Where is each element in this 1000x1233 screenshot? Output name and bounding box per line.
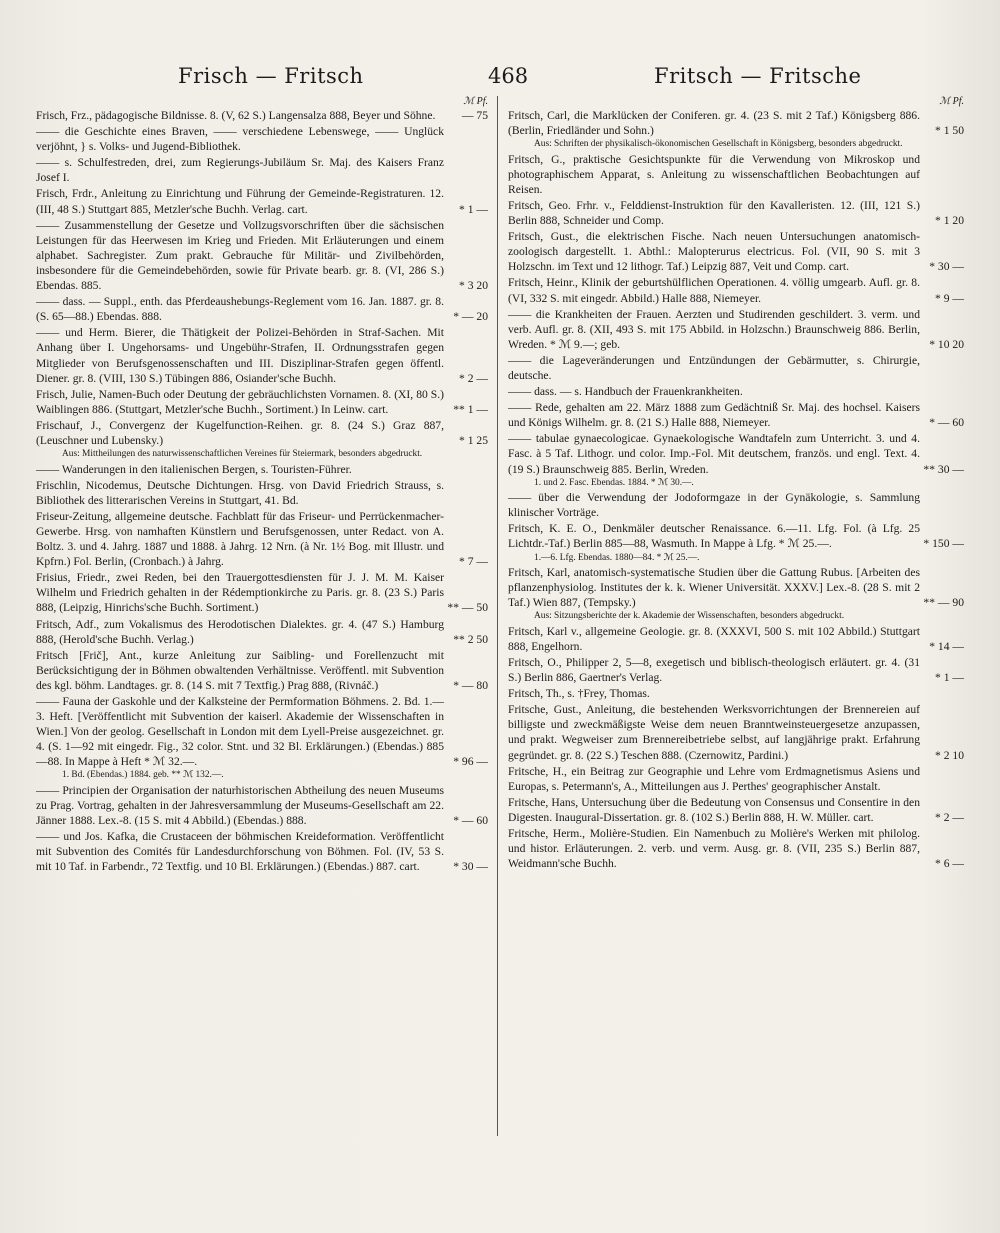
entry-text: Fritsch, Geo. Frhr. v., Felddienst-Instruktion für den Kavalleristen. 12. (III, 121 S.) Berlin 888, Schneider und Comp. — [508, 198, 920, 228]
catalog-entry — [508, 198, 964, 228]
column-divider — [497, 96, 498, 1136]
entry-price: ** — 90 — [923, 596, 964, 610]
catalog-entry — [36, 387, 488, 417]
entry-price: * 3 20 — [459, 279, 488, 293]
entry-price: * 2 — — [935, 810, 964, 824]
entry-text: —— die Geschichte eines Braven, —— verschiedene Lebenswege, —— Unglück verjöhnt, } s. Volks- und Jugend-Bibliothek. — [36, 125, 444, 154]
catalog-entry — [508, 108, 964, 138]
entry-price: * — 80 — [453, 678, 488, 692]
entry-price: * 1 — — [935, 671, 964, 685]
entry-text: Frisch, Julie, Namen-Buch oder Deutung der gebräuchlichsten Vornamen. 8. (XI, 80 S.) Waiblingen 886. (Stuttgart, Metzler'sche Buchh., Sortiment.) In Leinw. cart. — [36, 387, 444, 416]
entry-price: * 1 — — [459, 202, 488, 216]
entry-text: Frischauf, J., Convergenz der Kugelfunction-Reihen. gr. 8. (24 S.) Graz 887, (Leuschner und Lubensky.) — [36, 418, 444, 447]
catalog-note — [508, 478, 964, 490]
entry-text: Aus: Sitzungsberichte der k. Akademie der Wissenschaften, besonders abgedruckt. — [534, 611, 845, 622]
entry-price: * 30 — — [453, 860, 488, 874]
catalog-entry — [36, 108, 488, 123]
entry-text: —— dass. — Suppl., enth. das Pferdeaushebungs-Reglement vom 16. Jan. 1887. gr. 8. (S. 65—88.) Ebendas. 888. — [36, 295, 444, 324]
entry-text: —— die Krankheiten der Frauen. Aerzten und Studirenden geschildert. 3. verm. und verb. Aufl. gr. 8. (XII, 493 S. mit 175 Abbild. in Holzschn.) Braunschweig 886. Berlin, Wreden. * ℳ 9.—; geb. — [508, 307, 920, 351]
catalog-entry — [36, 218, 488, 293]
entry-text: Aus: Schriften der physikalisch-ökonomischen Gesellschaft in Königsberg, besonders abgedruckt. — [534, 139, 903, 150]
entry-text: 1. und 2. Fasc. Ebendas. 1884. * ℳ 30.—. — [534, 477, 694, 488]
entry-text: Friseur-Zeitung, allgemeine deutsche. Fachblatt für das Friseur- und Perrückenmacher-Gewerbe. Hrsg. von namhaften Künstlern und Berufsgenossen, unter Redact. von A. Boltz. 3. und 4. Jahrg. 1887 und 1888. à Jahrg. 12 Nrn. (à Nr. 1½ Bog. mit Illustr. und Kpfrn.) Fol. Berlin, (Cronbach.) à Jahrg. — [36, 509, 444, 569]
entry-price: ** — 50 — [447, 601, 488, 615]
catalog-entry — [36, 186, 488, 216]
entry-text: —— Fauna der Gaskohle und der Kalksteine der Permformation Böhmens. 2. Bd. 1.—3. Heft. [Veröffentlicht mit Subvention der kaiserl. Akademie der Wissenschaften in Wien.] Von der geolog. Gesellschaft in London mit dem Lyell-Preise ausgezeichnet. gr. 4. (S. 1—92 mit eingedr. Fig., 32 color. Stnt. und 32 Bl. Erklärungen.) (Ebendas.) 885—88. In Mappe à Heft * ℳ 32.—. — [36, 694, 444, 769]
entry-price: * 2 10 — [935, 748, 964, 762]
catalog-entry — [508, 565, 964, 610]
running-head-right: Fritsch — Fritsche — [654, 64, 862, 88]
entry-price: * 1 25 — [459, 433, 488, 447]
entry-text: Fritsch, Karl, anatomisch-systematische Studien über die Gattung Rubus. [Arbeiten des pflanzenphysiolog. Institutes der k. k. Wiener Universität. XXXV.] Lex.-8. (28 S. mit 2 Taf.) Wien 887, (Tempsky.) — [508, 566, 920, 610]
catalog-entry — [508, 353, 964, 383]
catalog-entry — [508, 764, 964, 794]
catalog-entry — [508, 431, 964, 476]
entry-price: * — 60 — [929, 416, 964, 430]
catalog-entry — [36, 509, 488, 569]
entry-text: Fritsche, Herm., Molière-Studien. Ein Namenbuch zu Molière's Werken mit philolog. und histor. Erläuterungen. 2. verb. und verm. Ausg. gr. 8. (VII, 235 S.) Berlin 887, Weidmann'sche Buchh. — [508, 827, 920, 871]
catalog-entry — [36, 829, 488, 874]
entry-price: * 30 — — [929, 260, 964, 274]
entry-price: * 6 — — [935, 857, 964, 871]
left-column — [36, 96, 488, 876]
entry-price: * 7 — — [459, 555, 488, 569]
entry-text: —— und Jos. Kafka, die Crustaceen der böhmischen Kreideformation. Veröffentlicht mit Subvention des Comités für Landesdurchforschung von Böhmen. Fol. (IV, 53 S. mit 10 Taf. in Farbendr., 72 Textfig. und 10 Bl. Erklärungen.) (Ebendas.) 887. cart. — [36, 830, 444, 874]
entry-price: ** 2 50 — [453, 632, 488, 646]
entry-text: —— tabulae gynaecologicae. Gynaekologische Wandtafeln zum Unterricht. 3. und 4. Fasc. à 5 Taf. Lithogr. und color. Imp.-Fol. Mit deutschem, französ. und engl. Text. 4. (19 S.) Braunschweig 885. Berlin, Wreden. — [508, 432, 920, 476]
entry-text: Fritsche, Gust., Anleitung, die bestehenden Werksvorrichtungen der Brennereien auf billigste und zweckmäßigste Weise dem neuen Branntweinsteuergesetze anzupassen, und prakt. Wegweiser zum Brennereibetriebe selbst, auf langjährige prakt. Erfahrung gegründet. gr. 8. (22 S.) Teschen 888. (Czernowitz, Pardini.) — [508, 703, 920, 762]
entry-price: — 75 — [461, 109, 488, 122]
entry-text: —— die Lageveränderungen und Entzündungen der Gebärmutter, s. Chirurgie, deutsche. — [508, 353, 920, 382]
entry-price: * 2 — — [459, 371, 488, 385]
catalog-entry — [36, 570, 488, 615]
catalog-entry — [508, 400, 964, 430]
entry-text: Fritsch, Gust., die elektrischen Fische. Nach neuen Untersuchungen anatomisch-zoologisch dargestellt. 1. Abthl.: Malopterurus electricus. Fol. (VII, 90 S. mit 3 Holzschn. im Text und 12 lithogr. Taf.) Leipzig 887, Veit und Comp. cart. — [508, 230, 920, 274]
catalog-entry — [508, 384, 964, 399]
entry-text: —— s. Schulfestreden, drei, zum Regierungs-Jubiläum Sr. Maj. des Kaisers Franz Josef I. — [36, 156, 444, 185]
entry-text: —— Zusammenstellung der Gesetze und Vollzugsvorschriften über die sächsischen Leistungen für das Heerwesen im Krieg und Frieden. Mit Erläuterungen und einem alphabet. Sachregister. Zum prakt. Gebrauche für Militär- und Zivilbehörden, insbesondere für die Gemeindebehörden, sowie für Private bearb. gr. 8. (VI, 286 S.) Ebendas. 885. — [36, 218, 444, 293]
catalog-entry — [508, 307, 964, 352]
entry-price: * — 20 — [453, 310, 488, 324]
entry-text: Fritsch, Karl v., allgemeine Geologie. gr. 8. (XXXVI, 500 S. mit 102 Abbild.) Stuttgart 888, Engelhorn. — [508, 624, 920, 653]
catalog-entry — [508, 686, 964, 701]
catalog-entry — [36, 155, 488, 185]
catalog-note — [36, 770, 488, 782]
currency-header-left: ℳ Pf. — [463, 96, 488, 107]
entry-text: Fritsch, K. E. O., Denkmäler deutscher Renaissance. 6.—11. Lfg. Fol. (à Lfg. 25 Lichtdr.-Taf.) Berlin 885—88, Wasmuth. In Mappe à Lfg. * ℳ 25.—. — [508, 522, 920, 551]
entry-price: * — 60 — [453, 814, 488, 828]
catalog-entry — [508, 275, 964, 305]
catalog-entry — [508, 490, 964, 520]
entry-text: Frisch, Frz., pädagogische Bildnisse. 8. (V, 62 S.) Langensalza 888, Beyer und Söhne. — [36, 109, 436, 122]
catalog-entry — [36, 783, 488, 828]
catalog-entry — [508, 152, 964, 197]
catalog-note — [36, 449, 488, 461]
right-column — [508, 96, 964, 872]
entry-price: * 96 — — [453, 755, 488, 769]
entry-text: —— Principien der Organisation der naturhistorischen Abtheilung des neuen Museums zu Prag. Vortrag, gehalten in der Jahresversammlung der Museums-Gesellschaft am 22. Jänner 1888. Lex.-8. (15 S. mit 4 Abbild.) (Ebendas.) 888. — [36, 783, 444, 828]
entry-price: ** 30 — — [923, 462, 964, 476]
entry-price: * 9 — — [935, 291, 964, 305]
entry-price: * 150 — — [923, 537, 964, 551]
entry-price: ** 1 — — [453, 402, 488, 416]
page-number: 468 — [488, 64, 529, 88]
entry-price: * 1 20 — [935, 214, 964, 228]
entry-text: 1.—6. Lfg. Ebendas. 1880—84. * ℳ 25.—. — [534, 552, 700, 563]
entry-text: Fritsch, Carl, die Marklücken der Coniferen. gr. 4. (23 S. mit 2 Taf.) Königsberg 886. (Berlin, Friedländer und Sohn.) — [508, 109, 920, 138]
catalog-entry — [508, 624, 964, 654]
entry-text: Fritsche, Hans, Untersuchung über die Bedeutung von Consensus und Consentire in den Digesten. Inaugural-Dissertation. gr. 8. (102 S.) Berlin 888, H. W. Müller. cart. — [508, 795, 920, 824]
catalog-entry — [508, 521, 964, 551]
entry-text: —— Rede, gehalten am 22. März 1888 zum Gedächtniß Sr. Maj. des hochsel. Kaisers und Königs Wilhelm. gr. 8. (21 S.) Halle 888, Niemeyer. — [508, 401, 920, 430]
entry-text: Frisius, Friedr., zwei Reden, bei den Trauergottesdiensten für J. J. M. M. Kaiser Wilhelm und Friedrich gehalten in der Rédemptionkirche zu Paris. gr. 8. (23 S.) Paris 888, (Leipzig, Hinrichs'sche Buchh. Sortiment.) — [36, 571, 444, 615]
running-head-left: Frisch — Fritsch — [178, 64, 364, 88]
entry-text: Frisch, Frdr., Anleitung zu Einrichtung und Führung der Gemeinde-Registraturen. 12. (III, 48 S.) Stuttgart 885, Metzler'sche Buchh. Verlag. cart. — [36, 187, 444, 216]
catalog-note — [508, 611, 964, 623]
entry-text: —— und Herm. Bierer, die Thätigkeit der Polizei-Behörden in Straf-Sachen. Mit Anhang über I. Ungehorsams- und Ungebühr-Strafen, II. Ordnungsstrafen gegen Mitglieder von Berufsgenossenschaften und III. Disziplinar-Strafen gegen öffentl. Diener. gr. 8. (VIII, 130 S.) Tübingen 886, Osiander'sche Buchh. — [36, 326, 444, 385]
catalog-entry — [36, 462, 488, 477]
catalog-entry — [36, 124, 488, 154]
catalog-entry — [36, 694, 488, 769]
entry-text: —— dass. — s. Handbuch der Frauenkrankheiten. — [508, 385, 743, 399]
entry-price: * 10 20 — [929, 337, 964, 351]
entry-text: Fritsch, O., Philipper 2, 5—8, exegetisch und biblisch-theologisch erläutert. gr. 4. (31 S.) Berlin 886, Gaertner's Verlag. — [508, 656, 920, 685]
catalog-entry — [36, 478, 488, 508]
entry-text: —— Wanderungen in den italienischen Bergen, s. Touristen-Führer. — [36, 462, 352, 476]
entry-text: 1. Bd. (Ebendas.) 1884. geb. ** ℳ 132.—. — [62, 770, 224, 781]
catalog-entry — [508, 795, 964, 825]
catalog-entry — [36, 418, 488, 448]
catalog-entry — [36, 648, 488, 693]
entry-price: * 1 50 — [935, 124, 964, 138]
entry-text: —— über die Verwendung der Jodoformgaze in der Gynäkologie, s. Sammlung klinischer Vorträge. — [508, 491, 920, 520]
entry-text: Fritsch, Adf., zum Vokalismus des Herodotischen Dialektes. gr. 4. (47 S.) Hamburg 888, (Herold'sche Buchh. Verlag.) — [36, 617, 444, 646]
currency-header-right: ℳ Pf. — [939, 96, 964, 107]
entry-text: Fritsch, Th., s. †Frey, Thomas. — [508, 687, 650, 701]
entry-text: Fritsch [Frič], Ant., kurze Anleitung zur Saibling- und Forellenzucht mit Berücksichtigung der in Böhmen obwaltenden Verhältnisse. Veröffentl. mit Subvention des kgl. böhm. Landtages. gr. 8. (14 S. mit 7 Textfig.) Prag 888, (Rivnáč.) — [36, 648, 444, 692]
catalog-entry — [508, 229, 964, 274]
entry-price: * 14 — — [929, 639, 964, 653]
entry-text: Fritsch, G., praktische Gesichtspunkte für die Verwendung von Mikroskop und photographischem Apparat, s. Anleitung zu wissenschaftlichen Beobachtungen auf Reisen. — [508, 152, 920, 196]
catalog-entry — [36, 294, 488, 324]
page-header — [40, 64, 970, 94]
catalog-entry — [36, 617, 488, 647]
catalog-note — [508, 553, 964, 565]
entry-text: Fritsch, Heinr., Klinik der geburtshülflichen Operationen. 4. völlig umgearb. Aufl. gr. 8. (VI, 332 S. mit eingedr. Abbild.) Halle 888, Niemeyer. — [508, 276, 920, 305]
catalog-entry — [508, 702, 964, 762]
catalog-entry — [508, 655, 964, 685]
entry-text: Frischlin, Nicodemus, Deutsche Dichtungen. Hrsg. von David Friedrich Strauss, s. Bibliothek des litterarischen Vereins in Stuttgart, 41. Bd. — [36, 478, 444, 507]
entry-text: Aus: Mittheilungen des naturwissenschaftlichen Vereines für Steiermark, besonders abgedruckt. — [62, 449, 423, 460]
catalog-entry — [36, 325, 488, 385]
catalog-entry — [508, 826, 964, 871]
entry-text: Fritsche, H., ein Beitrag zur Geographie und Lehre vom Erdmagnetismus Asiens und Europas, s. Petermann's, A., Mitteilungen aus J. Perthes' geographischer Anstalt. — [508, 764, 920, 793]
catalog-note — [508, 139, 964, 151]
